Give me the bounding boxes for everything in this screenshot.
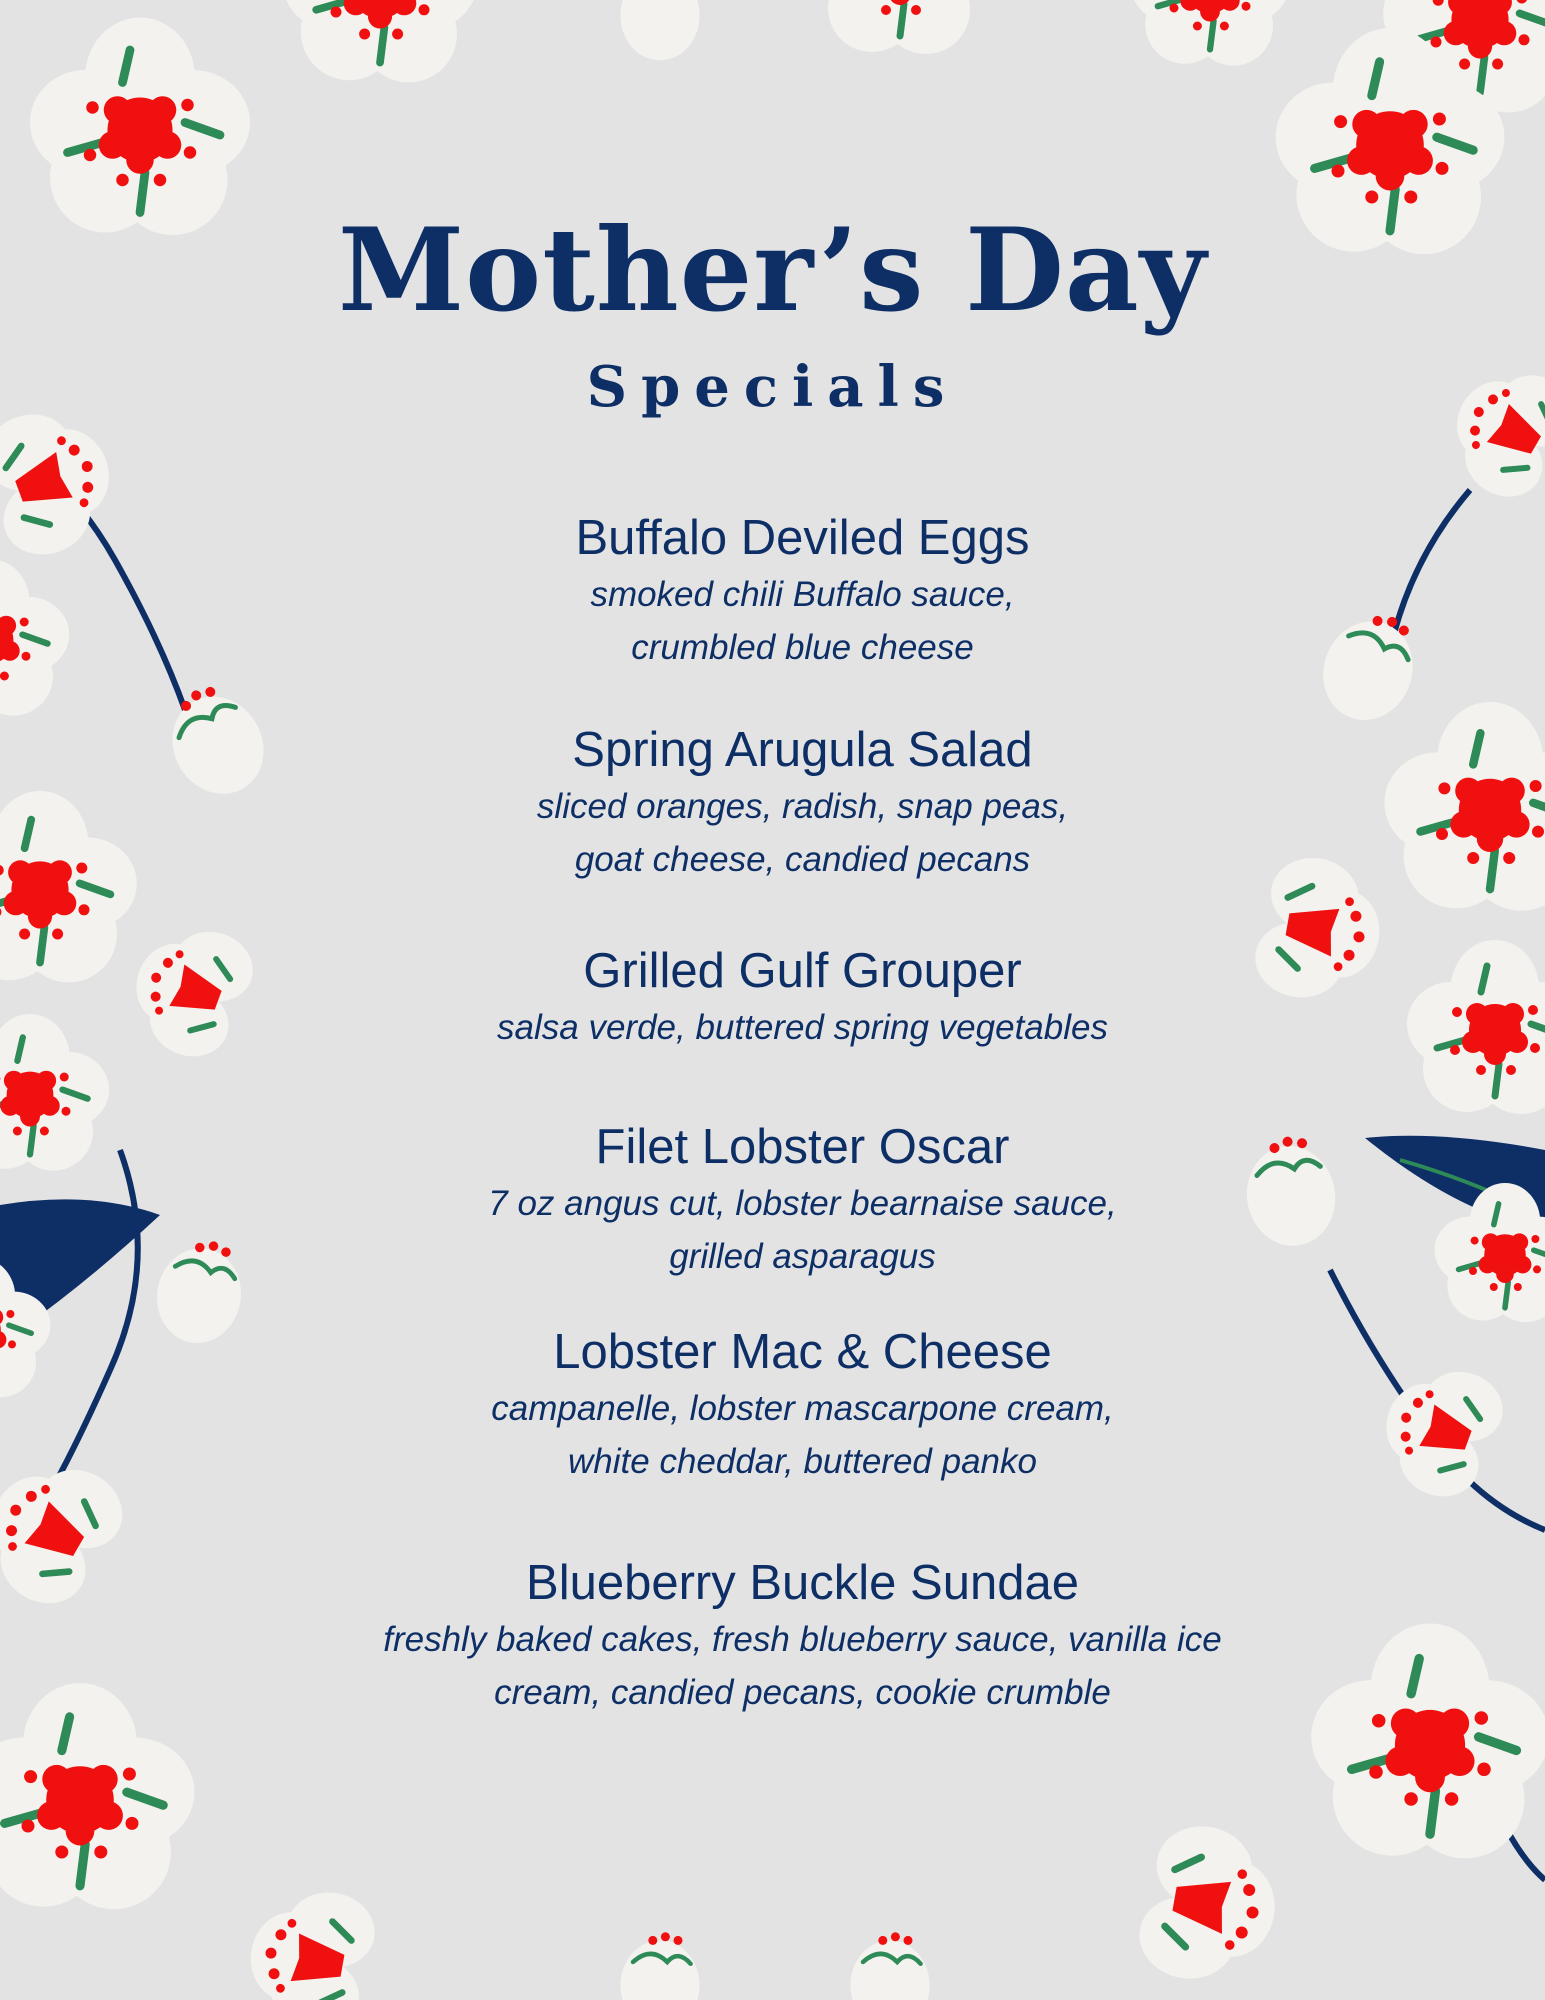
item-description-line: white cheddar, buttered panko <box>568 1442 1037 1481</box>
item-description-line: crumbled blue cheese <box>631 628 974 667</box>
item-description-line: goat cheese, candied pecans <box>574 840 1031 879</box>
item-description-line: salsa verde, buttered spring vegetables <box>497 1008 1108 1047</box>
item-description-line: sliced oranges, radish, snap peas, <box>536 787 1069 826</box>
item-description-line: freshly baked cakes, fresh blueberry sauce, vanilla ice <box>383 1620 1222 1659</box>
menu-item-buffalo-deviled-eggs <box>320 508 1285 674</box>
menu-subtitle: Specials <box>586 354 959 420</box>
menu-item-lobster-mac-and-cheese <box>320 1322 1285 1488</box>
menu-item-spring-arugula-salad <box>320 720 1285 886</box>
item-name: Blueberry Buckle Sundae <box>526 1556 1079 1610</box>
item-name: Spring Arugula Salad <box>572 723 1033 777</box>
item-name: Buffalo Deviled Eggs <box>575 511 1030 565</box>
item-name: Filet Lobster Oscar <box>595 1120 1010 1174</box>
item-name: Grilled Gulf Grouper <box>583 944 1022 998</box>
menu-item-blueberry-buckle-sundae <box>320 1553 1285 1719</box>
menu-item-filet-lobster-oscar <box>320 1117 1285 1283</box>
menu-title: Mother’s Day <box>337 203 1208 337</box>
item-description-line: grilled asparagus <box>669 1237 936 1276</box>
item-description-line: cream, candied pecans, cookie crumble <box>494 1673 1111 1712</box>
menu-item-grilled-gulf-grouper <box>320 941 1285 1054</box>
item-description-line: smoked chili Buffalo sauce, <box>590 575 1015 614</box>
item-description-line: campanelle, lobster mascarpone cream, <box>491 1389 1114 1428</box>
item-name: Lobster Mac & Cheese <box>553 1325 1052 1379</box>
item-description-line: 7 oz angus cut, lobster bearnaise sauce, <box>488 1184 1117 1223</box>
